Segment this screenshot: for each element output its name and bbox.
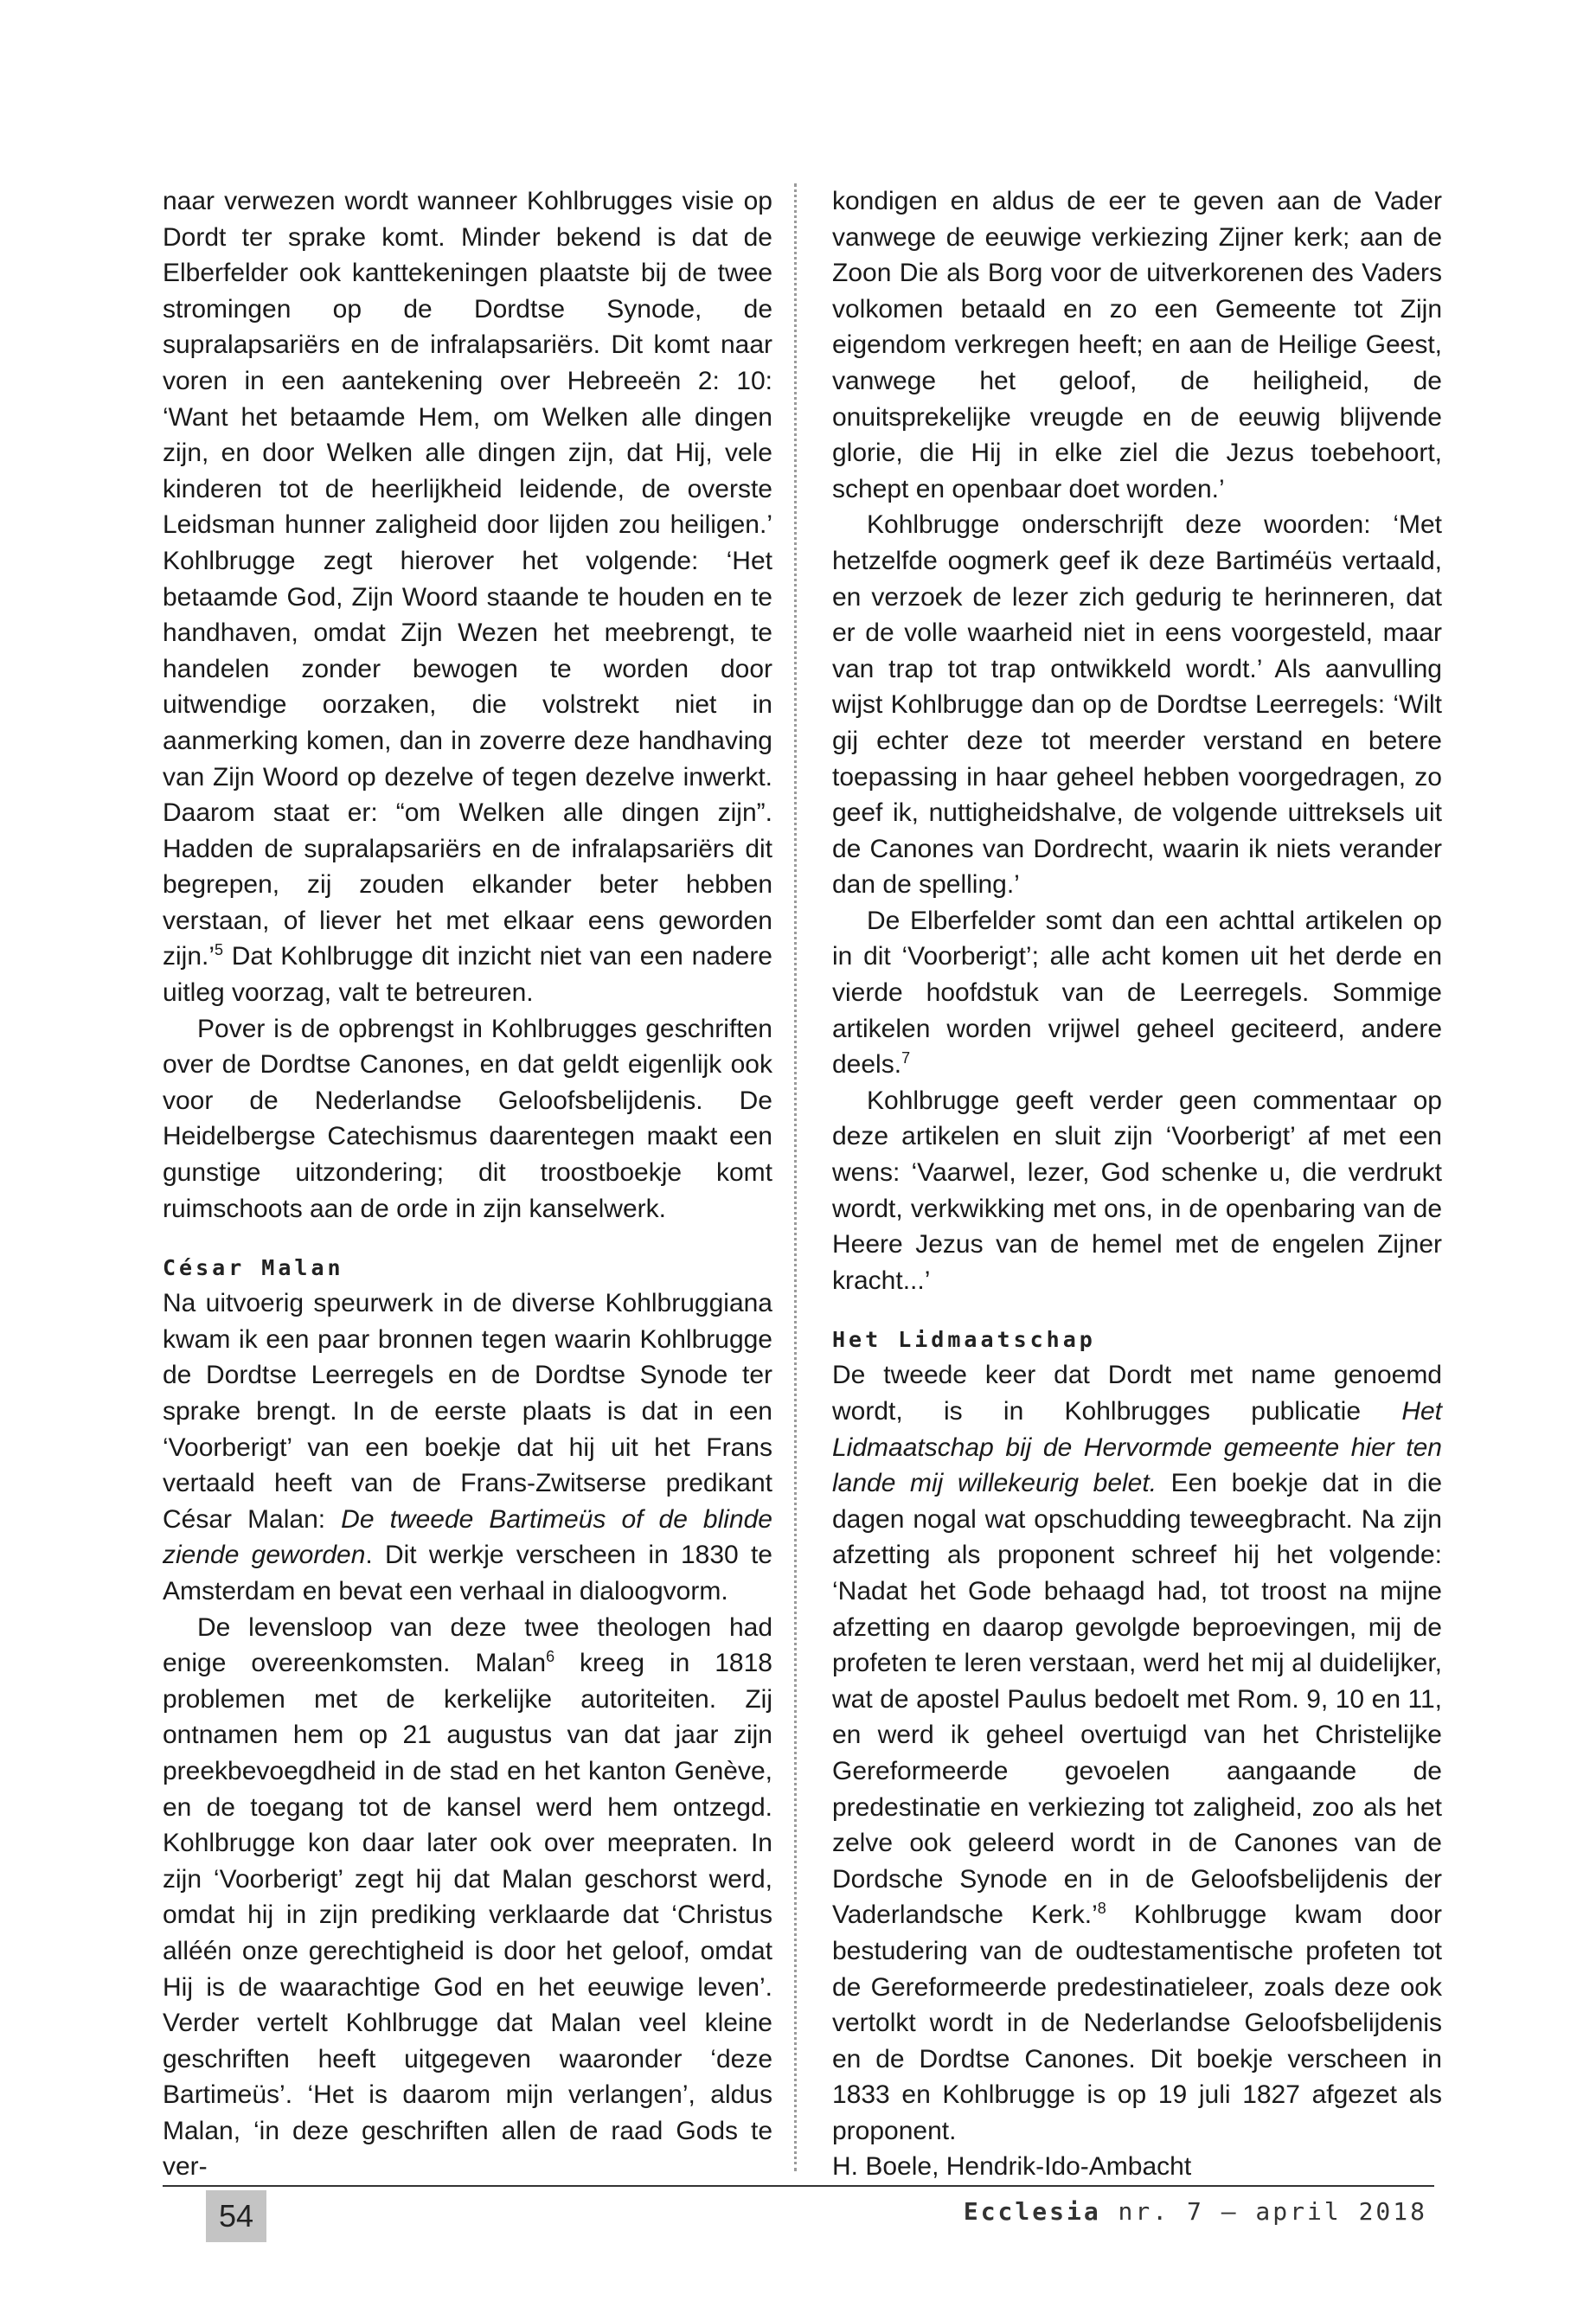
paragraph: Kohlbrugge onderschrijft deze woorden: ‘Met hetzelfde oogmerk geef ik deze Bartiméüs vertaald, en verzoek de lezer zich gedurig te herinneren, dat er de volle waarheid niet in eens voorgesteld, maar van trap tot trap ontwikkeld wordt.’ Als aanvulling wijst Kohlbrugge dan op de Dordtse Leerregels: ‘Wilt gij echter deze tot meerder verstand en betere toepassing in haar geheel hebben voorgedragen, zo geef ik, nuttigheidshalve, de volgende uittreksels uit de Canones van Dordrecht, waarin ik niets verander dan de spelling.’ bbox=[832, 510, 1442, 900]
footnote-ref[interactable]: 6 bbox=[546, 1648, 555, 1666]
book-title: De tweede Bartimeüs of de blinde ziende geworden bbox=[163, 1504, 772, 1570]
paragraph: Kohlbrugge geeft verder geen commentaar op deze artikelen en sluit zijn ‘Voorberigt’ af met een wens: ‘Vaarwel, lezer, God schenke u, die verdrukt wordt, verkwikking met ons, in de openbaring van de Heere Jezus van de hemel met de engelen Zijner kracht...’ bbox=[832, 1086, 1442, 1295]
section-heading-cesar-malan: César Malan bbox=[163, 1255, 344, 1281]
journal-name: Ecclesia bbox=[963, 2197, 1101, 2226]
column-divider bbox=[794, 183, 797, 2171]
footnote-ref[interactable]: 8 bbox=[1097, 1900, 1106, 1918]
paragraph: kondigen en aldus de eer te geven aan de Vader vanwege de eeuwige verkiezing Zijner kerk; aan de Zoon Die als Borg voor de uitverkorenen des Vaders volkomen betaald en zo een Gemeente tot Zijn eigendom verkregen heeft; en aan de Heilige Geest, vanwege het geloof, de heiligheid, de onuitsprekelijke vreugde en de eeuwig blijvende glorie, die Hij in elke ziel die Jezus toebehoort, schept en openbaar doet worden.’ bbox=[832, 187, 1442, 503]
paragraph: Pover is de opbrengst in Kohlbrugges geschriften over de Dordtse Canones, en dat geldt eigenlijk ook voor de Nederlandse Geloofsbelijdenis. De Heidelbergse Catechismus daarentegen maakt een gunstige uitzondering; dit troostboekje komt ruimschoots aan de orde in zijn kanselwerk. bbox=[163, 1014, 772, 1223]
paragraph: naar verwezen wordt wanneer Kohlbrugges visie op Dordt ter sprake komt. Minder bekend is dat de Elberfelder ook kanttekeningen plaatste bij de twee stromingen op de Dordtse Synode, de supralapsariërs en de infralapsariërs. Dit komt naar voren in een aantekening over Hebreeën 2: 10: ‘Want het betaamde Hem, om Welken alle dingen zijn, en door Welken alle dingen zijn, dat Hij, vele kinderen tot de heerlijkheid leidende, de overste Leidsman hunner zaligheid door lijden zou heiligen.’ Kohlbrugge zegt hierover het volgende: ‘Het betaamde God, Zijn Woord staande te houden en te handhaven, omdat Zijn Wezen het meebrengt, te handelen zonder bewogen te worden door uitwendige oorzaken, die volstrekt niet in aanmerking komen, dan in zoverre deze handhaving van Zijn Woord op dezelve of tegen dezelve inwerkt. Daarom staat er: “om Welken alle dingen zijn”. Hadden de supralapsariërs en de infralapsariërs dit begrepen, zij zouden elkander beter hebben verstaan, of liever het met elkaar eens geworden zijn.’$^5$ Dat Kohlbrugge dit inzicht niet van een nadere uitleg voorzag, valt te betreuren. bbox=[163, 187, 772, 1008]
footer-rule bbox=[163, 2185, 1434, 2187]
section-heading-lidmaatschap: Het Lidmaatschap bbox=[832, 1327, 1096, 1353]
book-title: Het Lidmaatschap bij de Hervormde gemeente hier ten lande mij willekeurig belet. bbox=[832, 1397, 1442, 1498]
page-number: 54 bbox=[206, 2190, 266, 2242]
paragraph: De Elberfelder somt dan een achttal artikelen op in dit ‘Voorberigt’; alle acht komen uit het derde en vierde hoofdstuk van de Leerregels. Sommige artikelen worden vrijwel geheel geciteerd, andere deels.$^7$ bbox=[832, 906, 1442, 1080]
footnote-ref[interactable]: 7 bbox=[901, 1049, 911, 1067]
publication-info bbox=[964, 2197, 1427, 2226]
footnote-ref[interactable]: 5 bbox=[215, 941, 224, 959]
right-column bbox=[832, 183, 1442, 2185]
author-signature: H. Boele, Hendrik-Ido-Ambacht bbox=[832, 2152, 1192, 2182]
paragraph: De levensloop van deze twee theologen had enige overeenkomsten. Malan$^6$ kreeg in 1818 problemen met de kerkelijke autoriteiten. Zij ontnamen hem op 21 augustus van dat jaar zijn preekbevoegdheid in de stad en het kanton Genève, en de toegang tot de kansel werd hem ontzegd. Kohlbrugge kon daar later ook over meepraten. In zijn ‘Voorberigt’ zegt hij dat Malan geschorst werd, omdat hij in zijn prediking verklaarde dat ‘Christus alléén onze gerechtigheid is door het geloof, omdat Hij is de waarachtige God en het eeuwige leven’. Verder vertelt Kohlbrugge dat Malan veel kleine geschriften heeft uitgegeven waaronder ‘deze Bartimeüs’. ‘Het is daarom mijn verlangen’, aldus Malan, ‘in deze geschriften allen de raad Gods te ver- bbox=[163, 1612, 772, 2182]
paragraph: De tweede keer dat Dordt met name genoemd wordt, is in Kohlbrugges publicatie Het Lidmaatschap bij de Hervormde gemeente hier ten lande mij willekeurig belet. Een boekje dat in die dagen nogal wat opschudding teweegbracht. Na zijn afzetting als proponent schreef hij het volgende: ‘Nadat het Gode behaagd had, tot troost na mijne afzetting en daarop gevolgde beproevingen, mij de profeten te leren verstaan, werd het mij al duidelijker, wat de apostel Paulus bedoelt met Rom. 9, 10 en 11, en werd ik geheel overtuigd van het Christelijke Gereformeerde gevoelen aangaande de predestinatie en verkiezing tot zaligheid, zoo als het zelve ook geleerd wordt in de Canones van de Dordsche Synode en in de Geloofsbelijdenis der Vaderlandsche Kerk.’$^8$ Kohlbrugge kwam door bestudering van de oudtestamentische profeten tot de Gereformeerde predestinatieleer, zoals deze ook vertolkt wordt in de Nederlandse Geloofsbelijdenis en de Dordtse Canones. Dit boekje verscheen in 1833 en Kohlbrugge is op 19 juli 1827 afgezet als proponent. bbox=[832, 1361, 1443, 2145]
paragraph: Na uitvoerig speurwerk in de diverse Kohlbruggiana kwam ik een paar bronnen tegen waarin Kohlbrugge de Dordtse Leerregels en de Dordtse Synode ter sprake brengt. In de eerste plaats is dat in een ‘Voorberigt’ van een boekje dat hij uit het Frans vertaald heeft van de Frans-Zwitserse predikant César Malan: De tweede Bartimeüs of de blinde ziende geworden. Dit werkje verscheen in 1830 te Amsterdam en bevat een verhaal in dialoogvorm. bbox=[163, 1289, 772, 1606]
issue-info: nr. 7 — april 2018 bbox=[1100, 2197, 1427, 2226]
left-column bbox=[163, 183, 772, 2185]
